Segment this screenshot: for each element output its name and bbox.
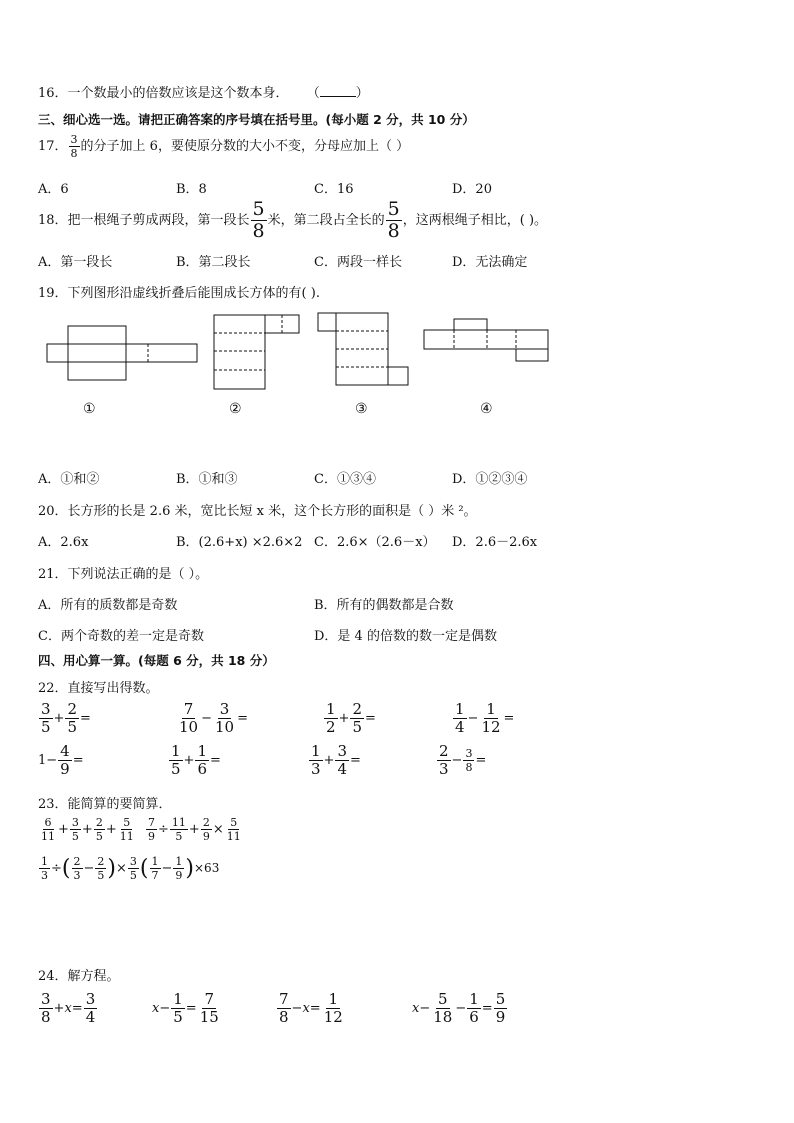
q19-option-d[interactable]: D．①②③④: [452, 472, 528, 487]
q21-option-d[interactable]: D．是 4 的倍数的数一定是偶数: [314, 629, 497, 644]
net-label-1: ①: [83, 401, 96, 417]
question-19: 19．下列图形沿虚线折叠后能围成长方体的有( ).: [38, 286, 320, 301]
q24-eq-1: $\frac{3}{8}$ +x= $\frac{3}{4}$: [41, 990, 96, 1026]
q17-option-b[interactable]: B．8: [176, 182, 207, 197]
q21-option-c[interactable]: C．两个奇数的差一定是奇数: [38, 629, 204, 644]
q22-expr-1: $\frac{3}{5}$ + $\frac{2}{5}$ =: [41, 700, 91, 736]
net-2: [214, 315, 299, 389]
q20-option-d[interactable]: D．2.6－2.6x: [452, 535, 538, 550]
section-3-heading: 三、细心选一选。请把正确答案的序号填在括号里。(每小题 2 分，共 10 分）: [38, 112, 475, 127]
answer-blank[interactable]: [320, 84, 356, 97]
q22-expr-5: 1− $\frac{4}{9}$ =: [38, 742, 84, 778]
q23-expr-2: $\frac{7}{9}$ ÷ $\frac{11}{5}$ + $\frac{2}{9}$ × $\frac{5}{11}$: [148, 816, 241, 843]
question-21: 21．下列说法正确的是（ ）。: [38, 567, 209, 582]
q20-option-b[interactable]: B．(2.6+x) ×2.6×2: [176, 535, 303, 550]
question-16: 16．一个数最小的倍数应该是这个数本身． （ ）: [38, 86, 369, 101]
fraction: $\frac{3}{8}$: [70, 133, 78, 160]
q18-option-a[interactable]: A．第一段长: [38, 255, 113, 270]
question-22: 22．直接写出得数。: [38, 681, 159, 696]
question-23: 23．能简算的要简算．: [38, 797, 172, 812]
q21-option-a[interactable]: A．所有的质数都是奇数: [38, 598, 178, 613]
q20-option-c[interactable]: C．2.6×（2.6－x）: [314, 535, 436, 550]
question-17: 17． $\frac{3}{8}$ 的分子加上 6，要使原分数的大小不变，分母应加上（ ）: [38, 133, 410, 160]
q23-expr-1: $\frac{6}{11}$ + $\frac{3}{5}$ + $\frac{2}{5}$ + $\frac{5}{11}$: [41, 816, 134, 843]
q19-option-a[interactable]: A．①和②: [38, 472, 100, 487]
question-18: 18．把一根绳子剪成两段，第一段长 $\frac{5}{8}$ 米，第二段占全长的 $\frac{5}{8}$ ，这两根绳子相比，( )。: [38, 198, 548, 242]
box-nets-figure: [0, 310, 794, 430]
q18-option-d[interactable]: D．无法确定: [452, 255, 528, 270]
q20-option-a[interactable]: A．2.6x: [38, 535, 89, 550]
q22-expr-2: $\frac{7}{10}$ − $\frac{3}{10}$ =: [179, 700, 248, 736]
net-4: [424, 319, 548, 361]
net-1: [47, 326, 197, 380]
question-20: 20．长方形的长是 2.6 米，宽比长短 x 米，这个长方形的面积是（ ）米 ²。: [38, 504, 477, 519]
q23-expr-3: $\frac{1}{3}$ ÷( $\frac{2}{3}$ − $\frac{2}{5}$ )× $\frac{3}{5}$ ( $\frac{1}{7}$ − $\frac{1}{9}$ )×63: [41, 855, 220, 882]
q24-eq-3: $\frac{7}{8}$ −x= $\frac{1}{12}$: [279, 990, 343, 1026]
question-24: 24．解方程。: [38, 969, 120, 984]
q24-eq-2: x− $\frac{1}{5}$ = $\frac{7}{15}$: [152, 990, 219, 1026]
q22-expr-4: $\frac{1}{4}$ − $\frac{1}{12}$ =: [455, 700, 515, 736]
net-label-3: ③: [355, 401, 368, 417]
net-label-4: ④: [480, 401, 493, 417]
q18-option-c[interactable]: C．两段一样长: [314, 255, 402, 270]
q19-option-c[interactable]: C．①③④: [314, 472, 376, 487]
q21-option-b[interactable]: B．所有的偶数都是合数: [314, 598, 454, 613]
q22-expr-6: $\frac{1}{5}$ + $\frac{1}{6}$ =: [171, 742, 221, 778]
net-3: [318, 313, 408, 385]
q17-option-a[interactable]: A．6: [38, 182, 69, 197]
q22-expr-7: $\frac{1}{3}$ + $\frac{3}{4}$ =: [311, 742, 361, 778]
q17-option-d[interactable]: D．20: [452, 182, 492, 197]
q22-expr-3: $\frac{1}{2}$ + $\frac{2}{5}$ =: [326, 700, 376, 736]
q24-eq-4: x− $\frac{5}{18}$ − $\frac{1}{6}$ = $\frac{5}{9}$: [412, 990, 506, 1026]
q18-option-b[interactable]: B．第二段长: [176, 255, 251, 270]
q17-option-c[interactable]: C．16: [314, 182, 354, 197]
q19-option-b[interactable]: B．①和③: [176, 472, 238, 487]
net-label-2: ②: [229, 401, 242, 417]
q22-expr-8: $\frac{2}{3}$ − $\frac{3}{8}$ =: [439, 742, 487, 778]
section-4-heading: 四、用心算一算。(每题 6 分，共 18 分）: [38, 653, 275, 668]
